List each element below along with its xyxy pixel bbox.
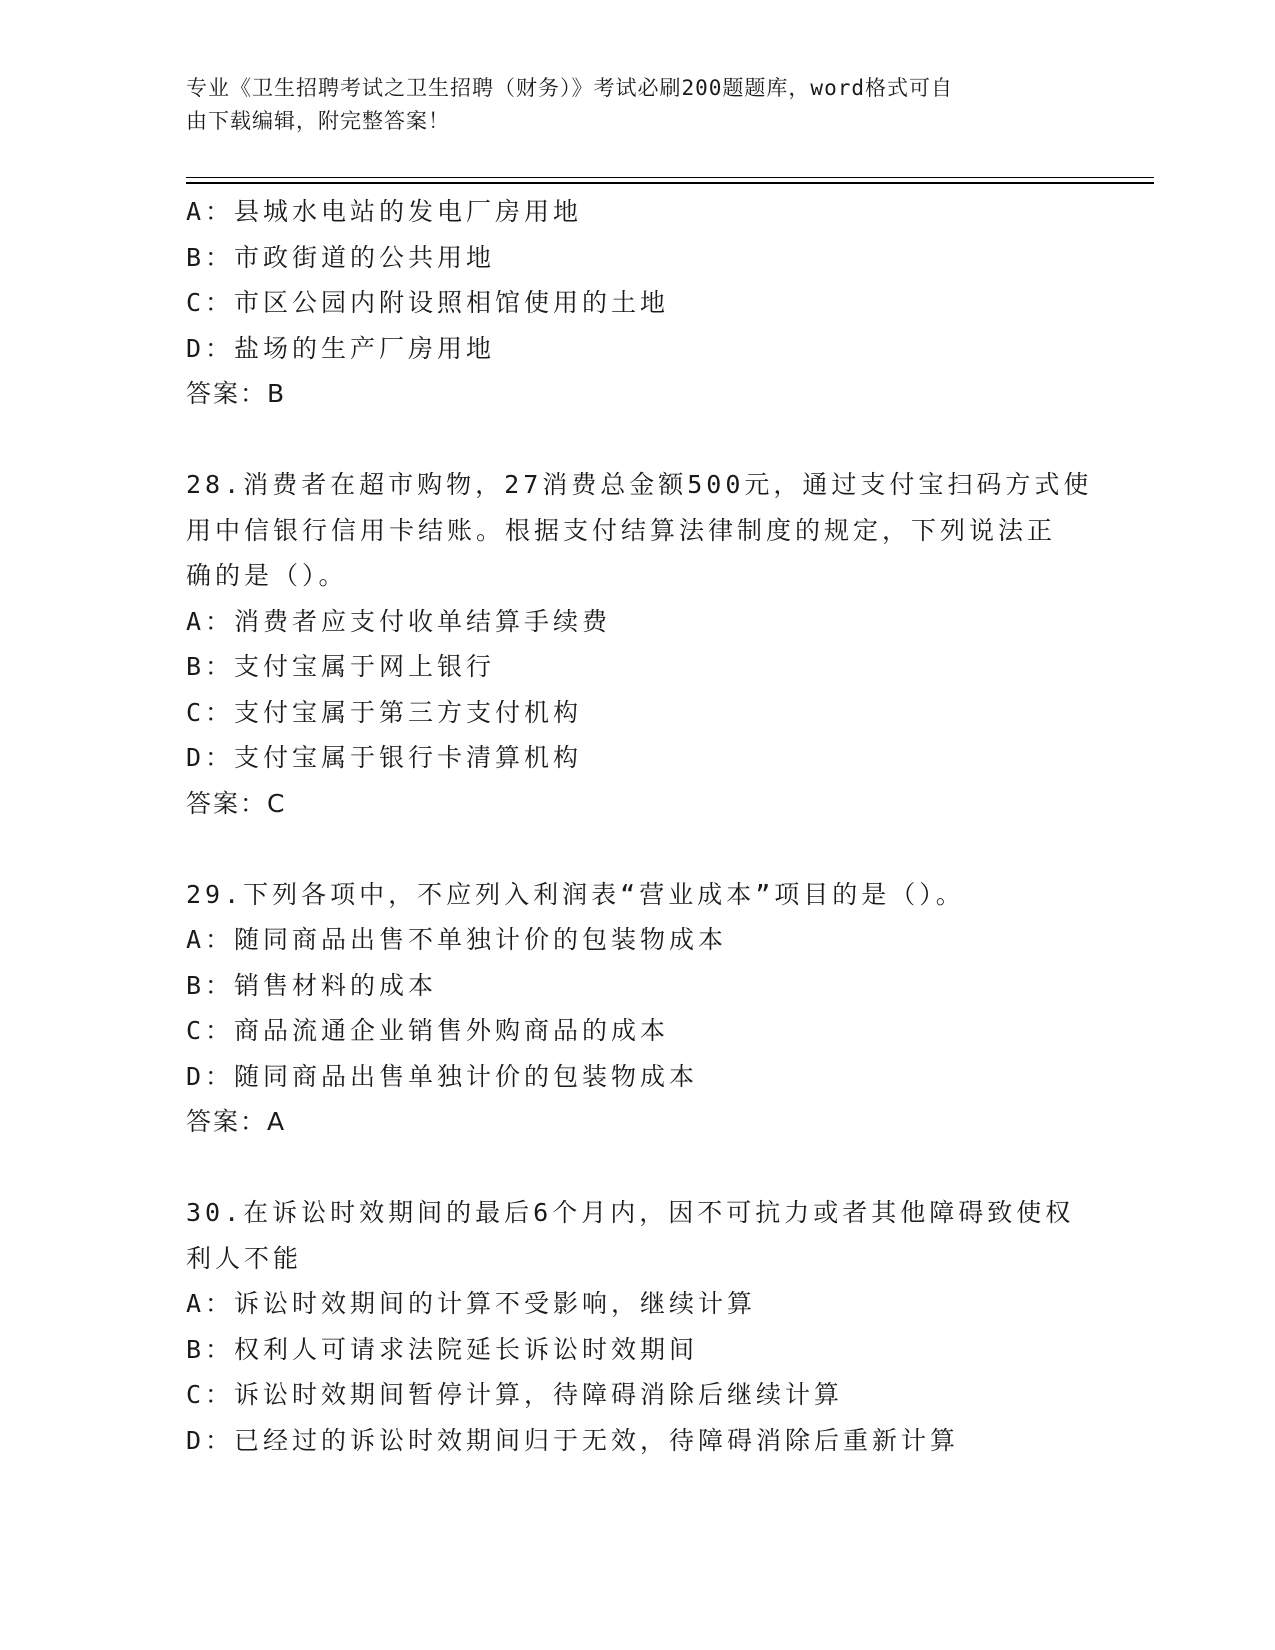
option-d: D：已经过的诉讼时效期间归于无效，待障碍消除后重新计算 [186,1425,960,1455]
question-gap [186,1145,1126,1191]
option-b: B：权利人可请求法院延长诉讼时效期间 [186,1334,699,1364]
option-c: C：商品流通企业销售外购商品的成本 [186,1016,670,1045]
question-28 [186,462,1126,826]
option-d: D：盐场的生产厂房用地 [186,333,496,363]
header-title-line-2: 由下载编辑，附完整答案！ [186,109,450,133]
question-stem-line-2: 利人不能 [186,1243,303,1273]
question-list [186,189,1126,1463]
header-title-line-1: 专业《卫生招聘考试之卫生招聘（财务）》考试必刷200题题库，word格式可自 [186,76,953,100]
option-a: A：县城水电站的发电厂房用地 [186,197,583,226]
option-b: B：销售材料的成本 [186,970,438,1000]
question-27 [186,189,1126,417]
question-gap [186,417,1126,463]
answer-line: 答案：A [186,1107,287,1136]
question-stem-line-3: 确的是（）。 [186,561,348,590]
option-a: A：诉讼时效期间的计算不受影响，继续计算 [186,1289,757,1318]
question-stem-line-1: 30.在诉讼时效期间的最后6个月内，因不可抗力或者其他障碍致使权 [186,1198,1075,1227]
question-29 [186,872,1126,1145]
question-stem-line-1: 29.下列各项中，不应列入利润表“营业成本”项目的是（）。 [186,879,965,909]
option-c: C：支付宝属于第三方支付机构 [186,697,583,727]
option-b: B：市政街道的公共用地 [186,242,496,272]
question-stem-line-2: 用中信银行信用卡结账。根据支付结算法律制度的规定，下列说法正 [186,515,1057,545]
question-stem-line-1: 28.消费者在超市购物，27消费总金额500元，通过支付宝扫码方式使 [186,470,1093,499]
option-a: A：消费者应支付收单结算手续费 [186,606,612,636]
answer-line: 答案：C [186,788,287,818]
option-d: D：随同商品出售单独计价的包装物成本 [186,1061,699,1091]
header-divider-thin [186,177,1154,178]
option-c: C：诉讼时效期间暂停计算，待障碍消除后继续计算 [186,1380,844,1409]
option-b: B：支付宝属于网上银行 [186,652,496,681]
document-header [186,72,1066,138]
answer-line: 答案：B [186,379,287,408]
question-gap [186,826,1126,872]
header-divider-thick [186,182,1154,184]
question-30 [186,1190,1126,1463]
option-c: C：市区公园内附设照相馆使用的土地 [186,288,670,317]
option-d: D：支付宝属于银行卡清算机构 [186,743,583,772]
option-a: A：随同商品出售不单独计价的包装物成本 [186,925,728,954]
